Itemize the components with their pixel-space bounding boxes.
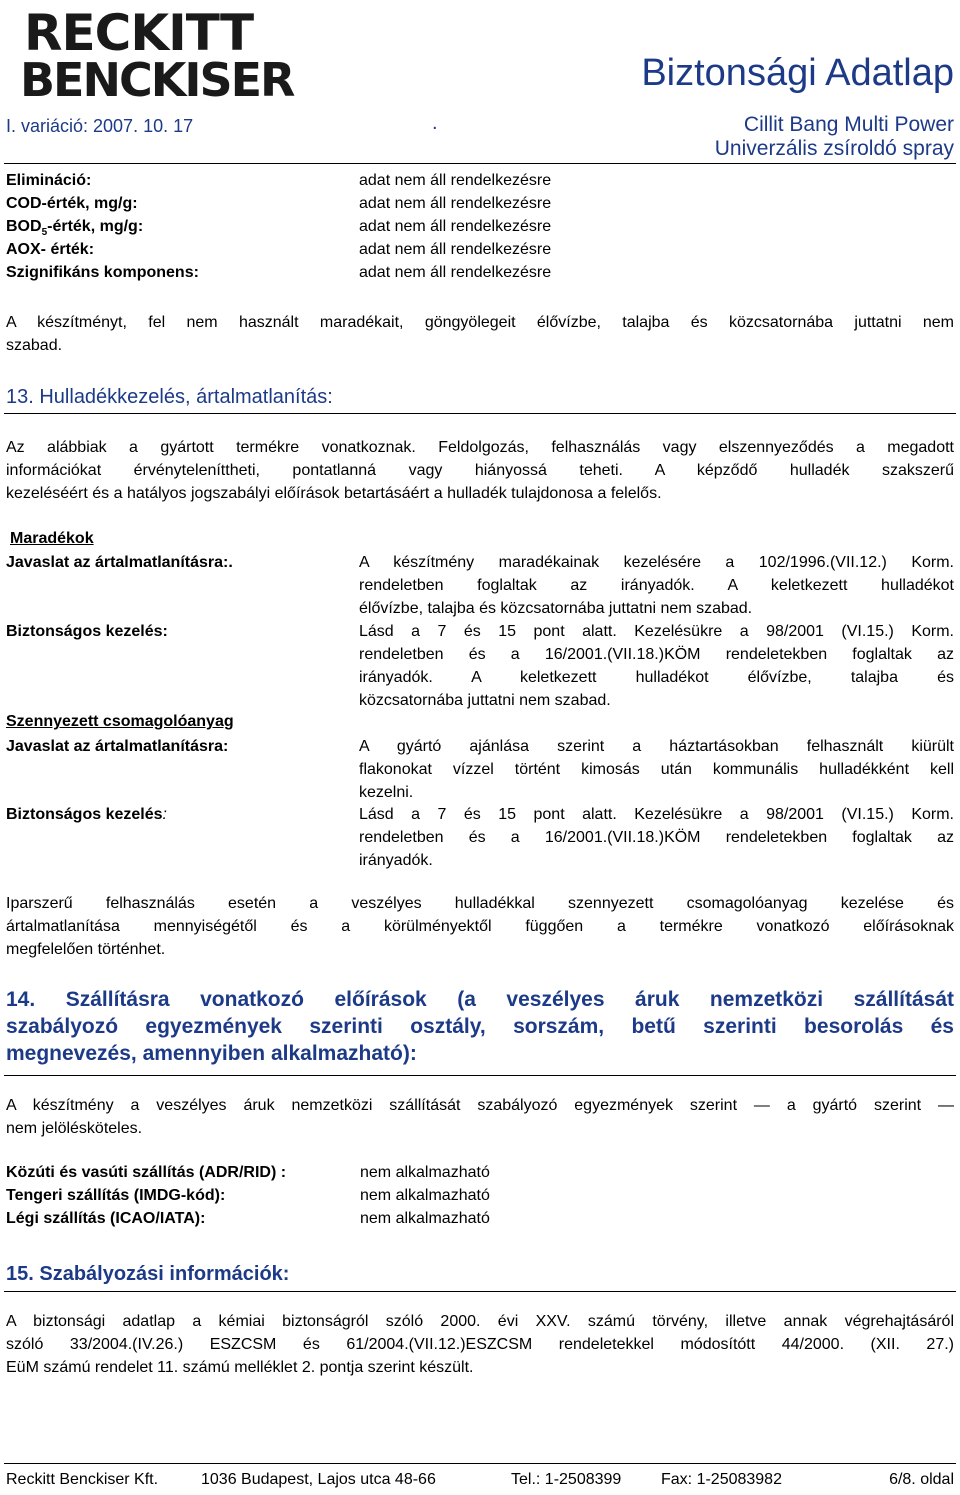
packaging-disposal-l1: A gyártó ajánlása szerint a háztartásokban felhasznált kiürült — [359, 738, 954, 755]
logo-line-1: RECKITT — [24, 4, 254, 62]
transport-air-label: Légi szállítás (ICAO/IATA): — [6, 1210, 206, 1227]
packaging-safe-label — [6, 806, 167, 824]
residues-safe-l1: Lásd a 7 és 15 pont alatt. Kezelésükre a 98/2001 (VI.15.) Korm. — [359, 623, 954, 640]
residues-subtitle: Maradékok — [10, 530, 94, 547]
packaging-safe-colon: : — [162, 806, 167, 823]
footer-fax: Fax: 1-25083982 — [661, 1471, 782, 1488]
product-subtitle: Univerzális zsíroldó spray — [714, 137, 954, 160]
section-14-divider — [4, 1075, 956, 1076]
transport-air-value: nem alkalmazható — [360, 1210, 490, 1227]
transport-sea-label: Tengeri szállítás (IMDG-kód): — [6, 1187, 226, 1204]
version-dot: . — [432, 112, 438, 134]
eco-value-elimination: adat nem áll rendelkezésre — [359, 172, 552, 189]
residues-safe-l4: közcsatornába juttatni nem szabad. — [359, 692, 611, 709]
eco-label-aox: AOX- érték: — [6, 241, 95, 258]
packaging-safe-l2: rendeletben és a 16/2001.(VII.18.)KÖM rendeletekben foglaltak az — [359, 829, 954, 846]
eco-warning-line-1: A készítményt, fel nem használt maradékait, göngyölegeit élővízbe, talajba és közcsatornába juttatni nem — [6, 314, 954, 331]
packaging-disposal-l2: flakonokat vízzel történt kimosás után kommunális hulladékként kell — [359, 761, 954, 778]
eco-warning-line-2: szabad. — [6, 337, 63, 354]
s13-para-text-1: Az alábbiak a gyártott termékre vonatkoznak. Feldolgozás, felhasználás vagy elszennyeződés a megadott — [6, 439, 954, 456]
industrial-use-l3: megfelelően történhet. — [6, 941, 166, 958]
transport-road-label: Közúti és vasúti szállítás (ADR/RID) : — [6, 1164, 287, 1181]
packaging-disposal-label: Javaslat az ártalmatlanításra: — [6, 738, 229, 755]
residues-safe-handling-label: Biztonságos kezelés: — [6, 623, 168, 640]
eco-value-aox: adat nem áll rendelkezésre — [359, 241, 552, 258]
version-info: I. variáció: 2007. 10. 17 — [6, 116, 194, 136]
packaging-safe-l3: irányadók. — [359, 852, 433, 869]
section-15-heading: 15. Szabályozási információk: — [6, 1263, 290, 1285]
footer-page-number: 6/8. oldal — [889, 1471, 954, 1488]
section-15-divider — [4, 1291, 956, 1292]
residues-disposal-label: Javaslat az ártalmatlanításra:. — [6, 554, 233, 571]
footer-tel: Tel.: 1-2508399 — [511, 1471, 622, 1488]
bod-unit: -érték, mg/g: — [47, 218, 144, 235]
residues-safe-l2: rendeletben és a 16/2001.(VII.18.)KÖM rendeletekben foglaltak az — [359, 646, 954, 663]
residues-safe-l3: irányadók. A keletkezett hulladékot élővízbe, talajba és — [359, 669, 954, 686]
packaging-disposal-l3: kezelni. — [359, 784, 414, 801]
s15-para-l3: EüM számú rendelet 11. számú melléklet 2. pontja szerint készült. — [6, 1359, 474, 1376]
section-13-heading: 13. Hulladékkezelés, ártalmatlanítás: — [6, 386, 333, 408]
eco-value-bod: adat nem áll rendelkezésre — [359, 218, 552, 235]
company-logo — [20, 4, 294, 107]
bod-text: BOD — [6, 218, 42, 235]
residues-disposal-l1: A készítmény maradékainak kezelésére a 102/1996.(VII.12.) Korm. — [359, 554, 954, 571]
product-name: Cillit Bang Multi Power — [743, 113, 954, 136]
packaging-subtitle: Szennyezett csomagolóanyag — [6, 713, 234, 730]
footer-address: 1036 Budapest, Lajos utca 48-66 — [201, 1471, 436, 1488]
bod-subscript: 5 — [41, 227, 48, 239]
eco-label-bod — [6, 218, 143, 238]
transport-road-value: nem alkalmazható — [360, 1164, 490, 1181]
residues-disposal-l2: rendeletben foglaltak az irányadók. A keletkezett hulladékot — [359, 577, 954, 594]
footer-divider — [4, 1463, 956, 1464]
s14-para-l2: nem jelölésköteles. — [6, 1120, 143, 1137]
footer-company: Reckitt Benckiser Kft. — [6, 1471, 159, 1488]
section-14-heading-l1: 14. Szállításra vonatkozó előírások (a veszélyes áruk nemzetközi szállítását — [6, 988, 954, 1011]
s14-para-l1: A készítmény a veszélyes áruk nemzetközi szállítását szabályozó egyezmények szerint — a gyártó szerint — — [6, 1097, 954, 1114]
eco-label-elimination: Elimináció: — [6, 172, 92, 189]
logo-line-2: BENCKISER — [20, 53, 294, 107]
eco-label-cod: COD-érték, mg/g: — [6, 195, 138, 212]
document-title: Biztonsági Adatlap — [641, 52, 954, 94]
section-13-divider — [4, 413, 956, 414]
packaging-safe-l1: Lásd a 7 és 15 pont alatt. Kezelésükre a 98/2001 (VI.15.) Korm. — [359, 806, 954, 823]
s15-para-l2: szóló 33/2004.(IV.26.) ESZCSM és 61/2004.(VII.12.)ESZCSM rendeletekkel módosítótt 44/2000. (XII. 27.) — [6, 1336, 954, 1353]
section-14-heading-l2: szabályozó egyezmények szerinti osztály, sorszám, betű szerinti besorolás és — [6, 1015, 954, 1038]
s13-para-line-3: kezeléséért és a hatályos jogszabályi előírások betartásáért a hulladék tulajdonosa a felelős. — [6, 485, 662, 502]
s13-para-line-2: információkat érvényteleníttheti, pontatlanná vagy hiányossá teheti. A képződő hulladék szakszerű — [6, 462, 954, 479]
eco-value-cod: adat nem áll rendelkezésre — [359, 195, 552, 212]
transport-sea-value: nem alkalmazható — [360, 1187, 490, 1204]
industrial-use-l2: ártalmatlanítása mennyiségétől és a körülményektől függően a termékre vonatkozó előírásoknak — [6, 918, 954, 935]
industrial-use-l1: Iparszerű felhasználás esetén a veszélyes hulladékkal szennyezett csomagolóanyag kezelése és — [6, 895, 954, 912]
eco-label-significant: Szignifikáns komponens: — [6, 264, 199, 281]
s15-para-l1: A biztonsági adatlap a kémiai biztonságról szóló 2000. évi XXV. számú törvény, illetve annak végrehajtásáról — [6, 1313, 954, 1330]
section-14-heading-l3: megnevezés, amennyiben alkalmazható): — [6, 1042, 417, 1065]
header-divider — [4, 163, 956, 164]
residues-disposal-l3: élővízbe, talajba és közcsatornába juttatni nem szabad. — [359, 600, 753, 617]
s13-para-line-1a — [6, 439, 954, 457]
packaging-safe-label-text: Biztonságos kezelés — [6, 806, 163, 823]
eco-value-significant: adat nem áll rendelkezésre — [359, 264, 552, 281]
